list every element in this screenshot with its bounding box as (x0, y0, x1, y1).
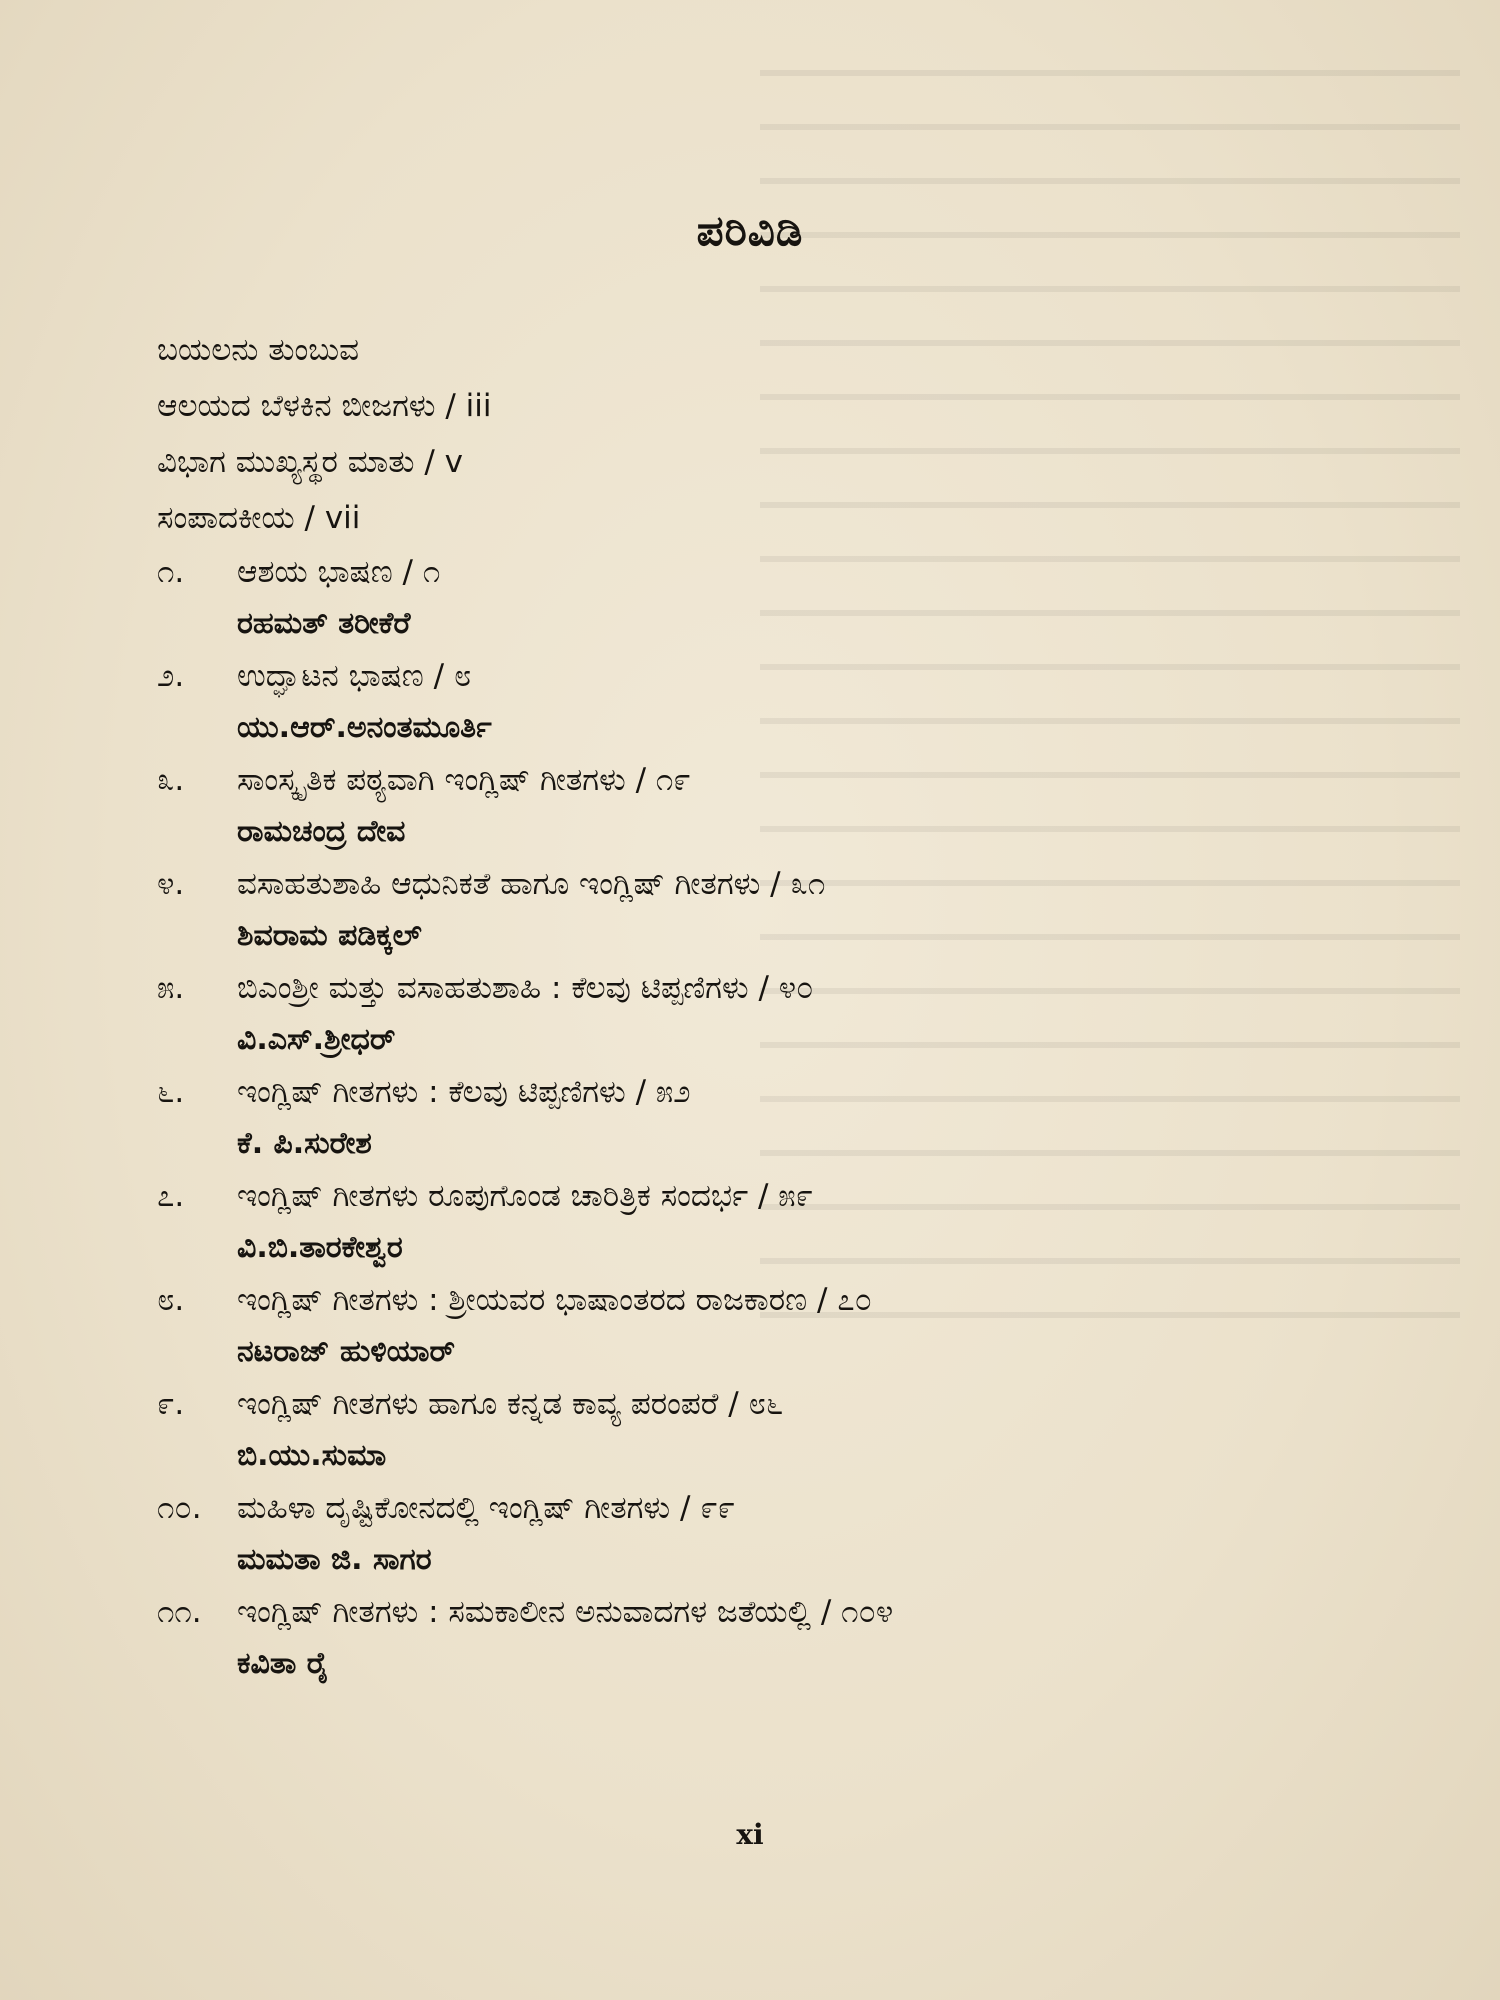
chapter-author: ನಟರಾಜ್ ಹುಳಿಯಾರ್ (237, 1334, 456, 1369)
chapter-title: ಉದ್ಘಾಟನ ಭಾಷಣ / ೮ (237, 658, 472, 694)
chapter-entry (157, 962, 1417, 1066)
chapter-number: ೧೦. (157, 1490, 202, 1526)
chapter-entry (157, 754, 1417, 858)
chapter-title: ಇಂಗ್ಲಿಷ್ ಗೀತಗಳು : ಕೆಲವು ಟಿಪ್ಪಣಿಗಳು / ೫೨ (237, 1074, 691, 1110)
chapter-title: ಇಂಗ್ಲಿಷ್ ಗೀತಗಳು : ಶ್ರೀಯವರ ಭಾಷಾಂತರದ ರಾಜಕಾರಣ / ೭೦ (237, 1282, 872, 1318)
chapter-number: ೬. (157, 1074, 185, 1110)
chapter-entry (157, 546, 1417, 650)
chapter-author: ಬಿ.ಯು.ಸುಮಾ (237, 1438, 387, 1473)
chapter-author: ಯು.ಆರ್.ಅನಂತಮೂರ್ತಿ (237, 710, 492, 745)
front-matter-item: ವಿಭಾಗ ಮುಖ್ಯಸ್ಥರ ಮಾತು / v (157, 444, 463, 480)
chapter-number: ೯. (157, 1386, 185, 1422)
front-matter-item: ಸಂಪಾದಕೀಯ / vii (157, 500, 361, 536)
chapter-entry (157, 1482, 1417, 1586)
chapter-title: ಸಾಂಸ್ಕೃತಿಕ ಪಠ್ಯವಾಗಿ ಇಂಗ್ಲಿಷ್ ಗೀತಗಳು / ೧೯ (237, 762, 691, 798)
chapter-title: ಮಹಿಳಾ ದೃಷ್ಟಿಕೋನದಲ್ಲಿ ಇಂಗ್ಲಿಷ್ ಗೀತಗಳು / ೯೯ (237, 1490, 735, 1526)
chapter-number: ೭. (157, 1178, 185, 1214)
chapter-author: ರಾಮಚಂದ್ರ ದೇವ (237, 814, 406, 849)
chapter-entry (157, 1066, 1417, 1170)
chapter-title: ಆಶಯ ಭಾಷಣ / ೧ (237, 554, 441, 590)
chapter-entry (157, 1378, 1417, 1482)
chapter-number: ೧೧. (157, 1594, 202, 1630)
chapter-title: ಬಿಎಂಶ್ರೀ ಮತ್ತು ವಸಾಹತುಶಾಹಿ : ಕೆಲವು ಟಿಪ್ಪಣಿಗಳು / ೪೦ (237, 970, 814, 1006)
chapter-entry (157, 1274, 1417, 1378)
chapter-title: ಇಂಗ್ಲಿಷ್ ಗೀತಗಳು ರೂಪುಗೊಂಡ ಚಾರಿತ್ರಿಕ ಸಂದರ್ಭ / ೫೯ (237, 1178, 814, 1214)
chapter-author: ವಿ.ಬಿ.ತಾರಕೇಶ್ವರ (237, 1230, 403, 1265)
chapter-author: ಕೆ. ಪಿ.ಸುರೇಶ (237, 1126, 372, 1161)
chapter-title: ವಸಾಹತುಶಾಹಿ ಆಧುನಿಕತೆ ಹಾಗೂ ಇಂಗ್ಲಿಷ್ ಗೀತಗಳು / ೩೧ (237, 866, 826, 902)
chapter-number: ೮. (157, 1282, 185, 1318)
chapter-author: ಮಮತಾ ಜಿ. ಸಾಗರ (237, 1542, 432, 1577)
front-matter-item: ಬಯಲನು ತುಂಬುವ (157, 332, 359, 368)
chapter-author: ಕವಿತಾ ರೈ (237, 1646, 329, 1681)
chapter-entry (157, 858, 1417, 962)
chapter-author: ರಹಮತ್ ತರೀಕೆರೆ (237, 606, 411, 641)
chapter-entry (157, 1586, 1417, 1690)
page-number: xi (736, 1818, 764, 1851)
chapter-number: ೫. (157, 970, 185, 1006)
table-of-contents (157, 322, 1417, 1690)
chapter-entry (157, 650, 1417, 754)
chapter-number: ೪. (157, 866, 185, 902)
front-matter-item: ಆಲಯದ ಬೆಳಕಿನ ಬೀಜಗಳು / iii (157, 388, 492, 424)
chapter-number: ೧. (157, 554, 185, 590)
chapter-number: ೨. (157, 658, 185, 694)
chapter-number: ೩. (157, 762, 185, 798)
chapter-author: ಶಿವರಾಮ ಪಡಿಕ್ಕಲ್ (237, 918, 422, 953)
chapter-author: ವಿ.ಎಸ್.ಶ್ರೀಧರ್ (237, 1022, 396, 1057)
chapter-title: ಇಂಗ್ಲಿಷ್ ಗೀತಗಳು : ಸಮಕಾಲೀನ ಅನುವಾದಗಳ ಜತೆಯಲ್ಲಿ / ೧೦೪ (237, 1594, 894, 1630)
chapter-title: ಇಂಗ್ಲಿಷ್ ಗೀತಗಳು ಹಾಗೂ ಕನ್ನಡ ಕಾವ್ಯ ಪರಂಪರೆ / ೮೬ (237, 1386, 784, 1422)
chapter-entry (157, 1170, 1417, 1274)
page-title: ಪರಿವಿಡಿ (696, 206, 804, 255)
